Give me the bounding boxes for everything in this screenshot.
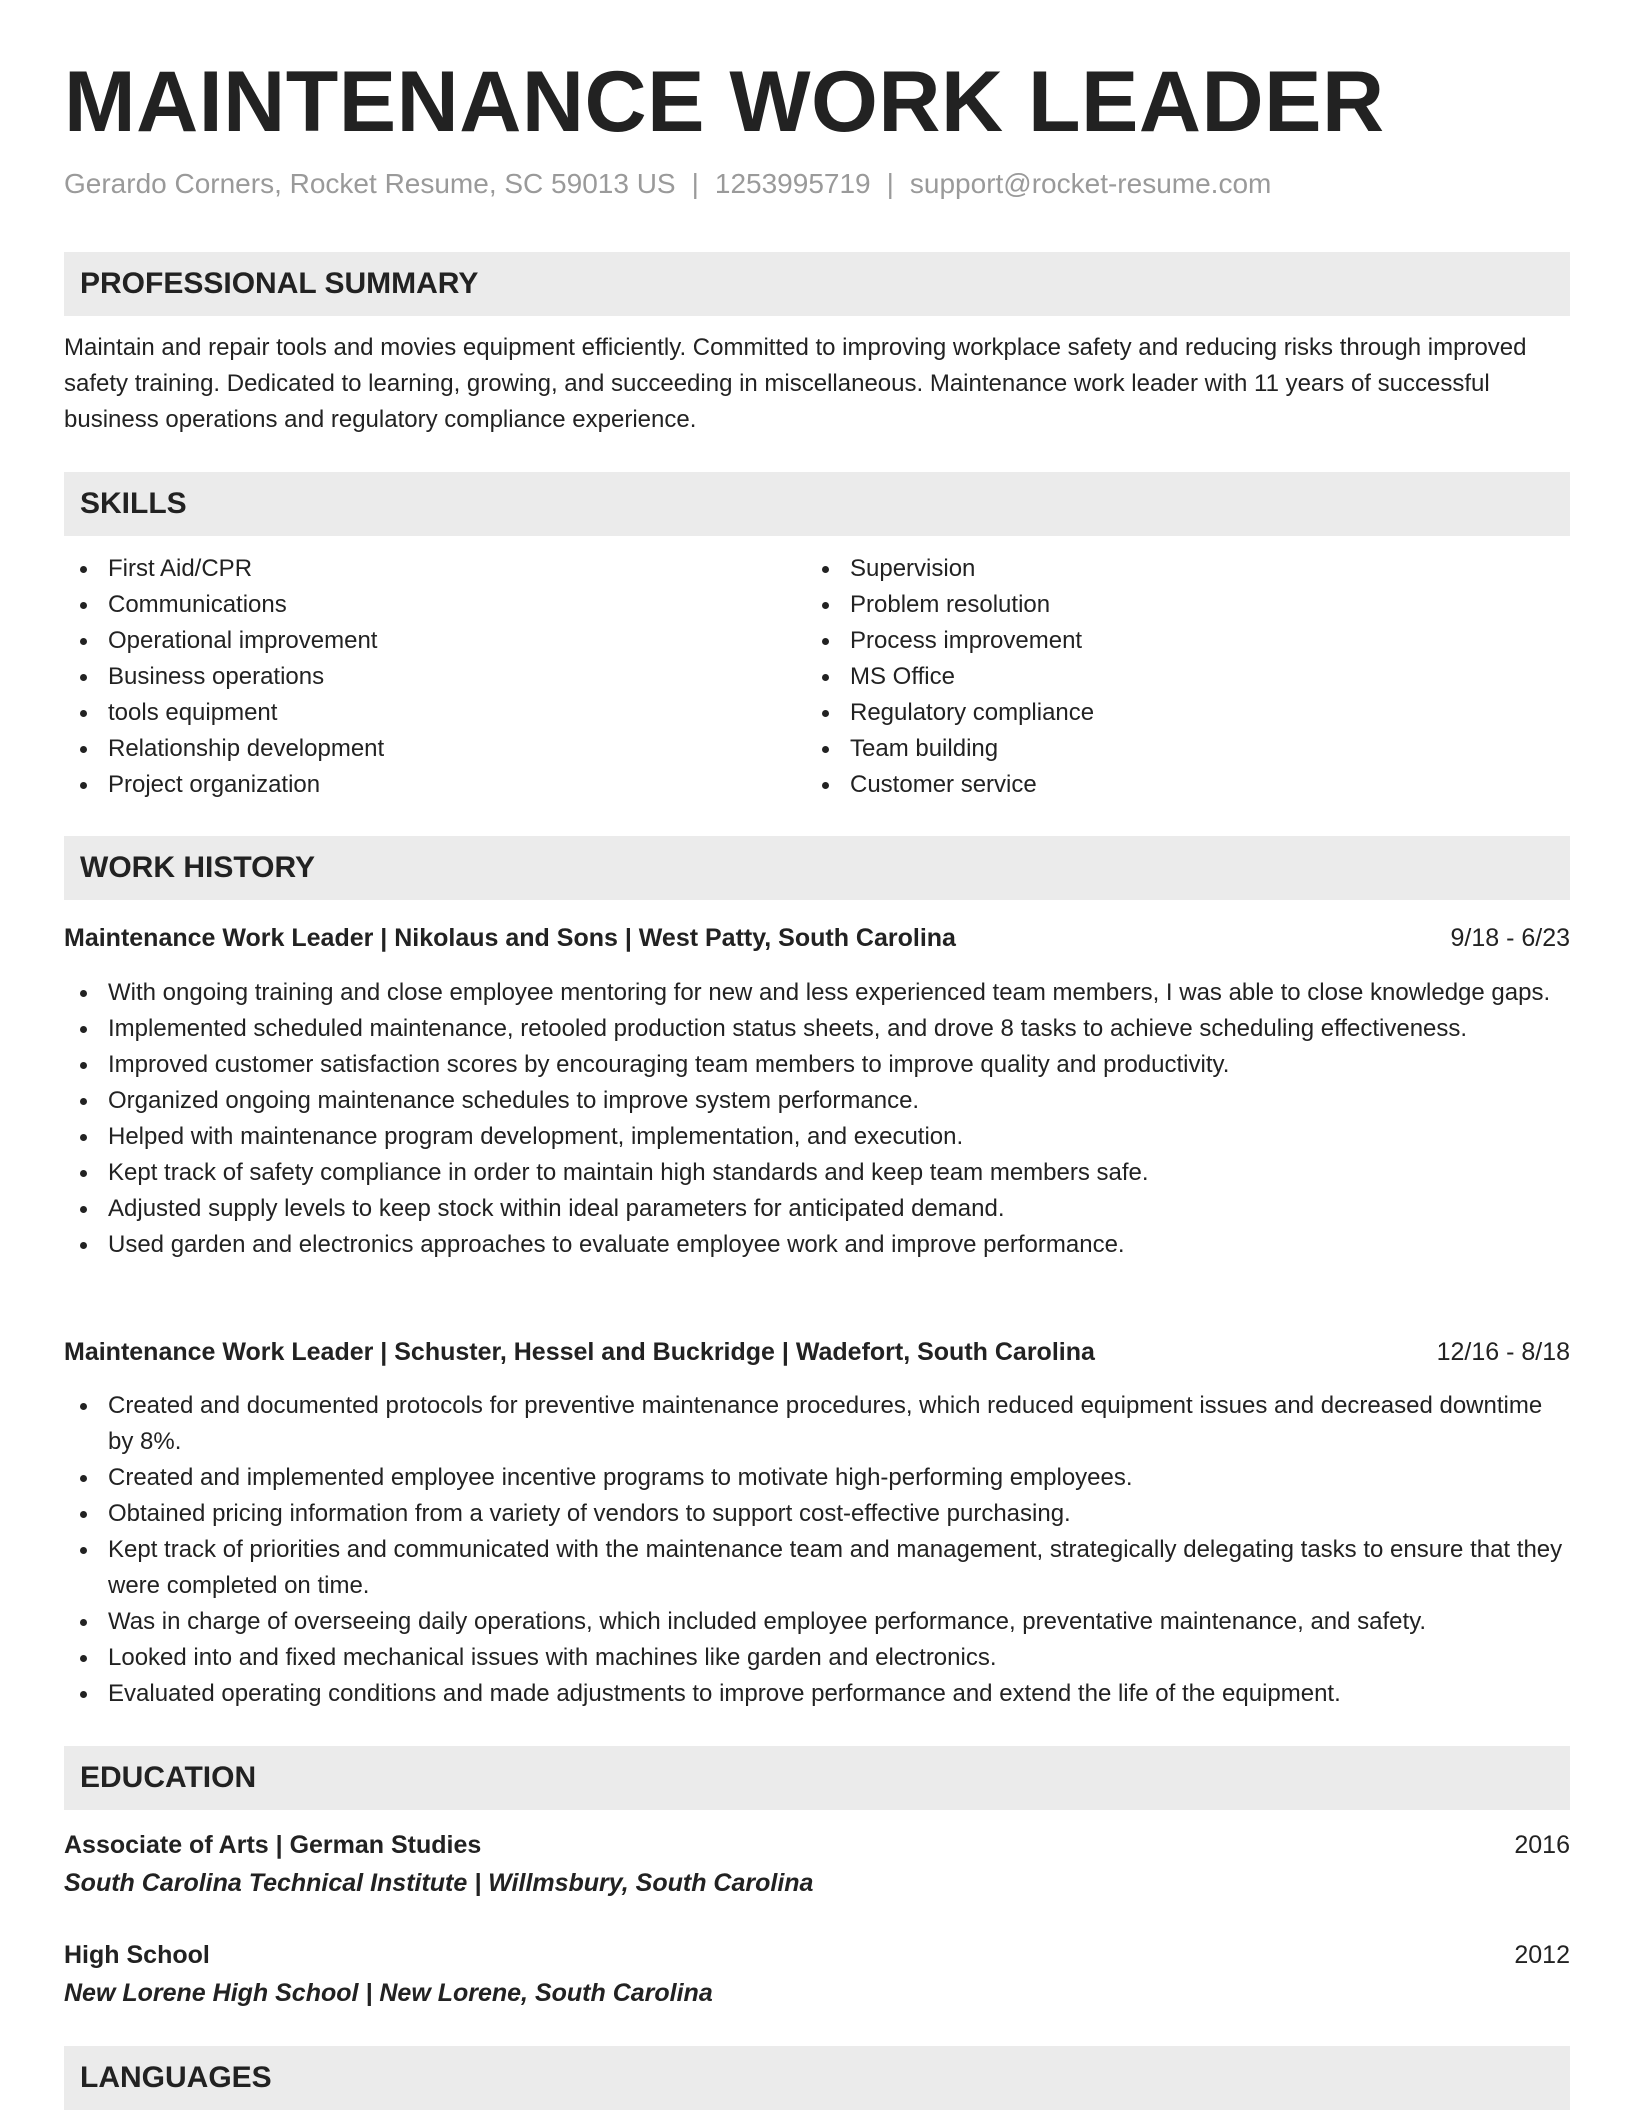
contact-separator: |	[691, 168, 699, 199]
skill-item: Process improvement	[806, 623, 1506, 659]
job-bullet: Looked into and fixed mechanical issues with machines like garden and electronics.	[64, 1640, 1570, 1676]
education-year: 2012	[1514, 1941, 1570, 1969]
job-bullet: With ongoing training and close employee mentoring for new and less experienced team members, I was able to close knowledge gaps.	[64, 975, 1570, 1011]
job-bullet: Was in charge of overseeing daily operations, which included employee performance, preventative maintenance, and safety.	[64, 1604, 1570, 1640]
job-bullet: Improved customer satisfaction scores by encouraging team members to improve quality and productivity.	[64, 1047, 1570, 1083]
job-bullets	[64, 975, 1570, 1263]
section-title: SKILLS	[80, 487, 187, 520]
education-school: South Carolina Technical Institute | Willmsbury, South Carolina	[64, 1869, 814, 1897]
contact-address: Gerardo Corners, Rocket Resume, SC 59013 US	[64, 168, 676, 199]
section-title: LANGUAGES	[80, 2061, 272, 2094]
skills-column-left	[64, 551, 764, 803]
section-header-education	[64, 1746, 1570, 1810]
education-entry	[64, 1826, 1570, 1902]
education-degree-row	[64, 1936, 1570, 1974]
contact-line	[64, 166, 1271, 202]
section-header-work-history	[64, 836, 1570, 900]
job-dates: 9/18 - 6/23	[1450, 924, 1570, 952]
job-heading	[64, 1334, 1570, 1370]
job-bullets	[64, 1388, 1570, 1712]
section-header-languages	[64, 2046, 1570, 2110]
job-bullet: Created and documented protocols for preventive maintenance procedures, which reduced equipment issues and decreased downtime by 8%.	[64, 1388, 1570, 1460]
job-bullet: Used garden and electronics approaches to evaluate employee work and improve performance.	[64, 1227, 1570, 1263]
education-school: New Lorene High School | New Lorene, South Carolina	[64, 1979, 713, 2007]
job-title: Maintenance Work Leader | Schuster, Hessel and Buckridge | Wadefort, South Carolina	[64, 1338, 1095, 1366]
job-bullet: Kept track of priorities and communicated with the maintenance team and management, strategically delegating tasks to ensure that they were completed on time.	[64, 1532, 1570, 1604]
job-bullet: Obtained pricing information from a variety of vendors to support cost-effective purchasing.	[64, 1496, 1570, 1532]
skill-item: tools equipment	[64, 695, 764, 731]
skill-item: Operational improvement	[64, 623, 764, 659]
contact-email: support@rocket-resume.com	[909, 168, 1272, 199]
education-entry	[64, 1936, 1570, 2012]
job-bullet: Kept track of safety compliance in order to maintain high standards and keep team members safe.	[64, 1155, 1570, 1191]
job-bullet: Evaluated operating conditions and made adjustments to improve performance and extend the life of the equipment.	[64, 1676, 1570, 1712]
job-bullet: Organized ongoing maintenance schedules to improve system performance.	[64, 1083, 1570, 1119]
job-title: Maintenance Work Leader | Nikolaus and Sons | West Patty, South Carolina	[64, 924, 956, 952]
skill-item: Customer service	[806, 767, 1506, 803]
skill-item: Communications	[64, 587, 764, 623]
section-title: PROFESSIONAL SUMMARY	[80, 267, 479, 300]
summary-text: Maintain and repair tools and movies equipment efficiently. Committed to improving workplace safety and reducing risks through improved safety training. Dedicated to learning, growing, and succeeding in miscellaneous. Maintenance work leader with 11 years of successful business operations and regulatory compliance experience.	[64, 334, 1527, 433]
education-degree: High School	[64, 1941, 210, 1969]
job-bullet: Helped with maintenance program development, implementation, and execution.	[64, 1119, 1570, 1155]
skills-column-right	[806, 551, 1506, 803]
education-degree: Associate of Arts | German Studies	[64, 1831, 482, 1859]
job-bullet: Created and implemented employee incentive programs to motivate high-performing employees.	[64, 1460, 1570, 1496]
skill-item: Relationship development	[64, 731, 764, 767]
skill-item: Problem resolution	[806, 587, 1506, 623]
skill-item: MS Office	[806, 659, 1506, 695]
skill-item: Project organization	[64, 767, 764, 803]
education-degree-row	[64, 1826, 1570, 1864]
education-year: 2016	[1514, 1831, 1570, 1859]
skill-item: Regulatory compliance	[806, 695, 1506, 731]
section-title: EDUCATION	[80, 1761, 257, 1794]
contact-separator: |	[886, 168, 894, 199]
job-bullet: Implemented scheduled maintenance, retooled production status sheets, and drove 8 tasks to achieve scheduling effectiveness.	[64, 1011, 1570, 1047]
contact-phone: 1253995719	[714, 168, 871, 199]
section-header-skills	[64, 472, 1570, 536]
job-bullet: Adjusted supply levels to keep stock within ideal parameters for anticipated demand.	[64, 1191, 1570, 1227]
resume-name-title: MAINTENANCE WORK LEADER	[64, 54, 1385, 150]
job-dates: 12/16 - 8/18	[1436, 1338, 1570, 1366]
skill-item: Business operations	[64, 659, 764, 695]
section-header-summary	[64, 252, 1570, 316]
skill-item: First Aid/CPR	[64, 551, 764, 587]
section-title: WORK HISTORY	[80, 851, 316, 884]
skill-item: Supervision	[806, 551, 1506, 587]
skill-item: Team building	[806, 731, 1506, 767]
job-heading	[64, 920, 1570, 956]
